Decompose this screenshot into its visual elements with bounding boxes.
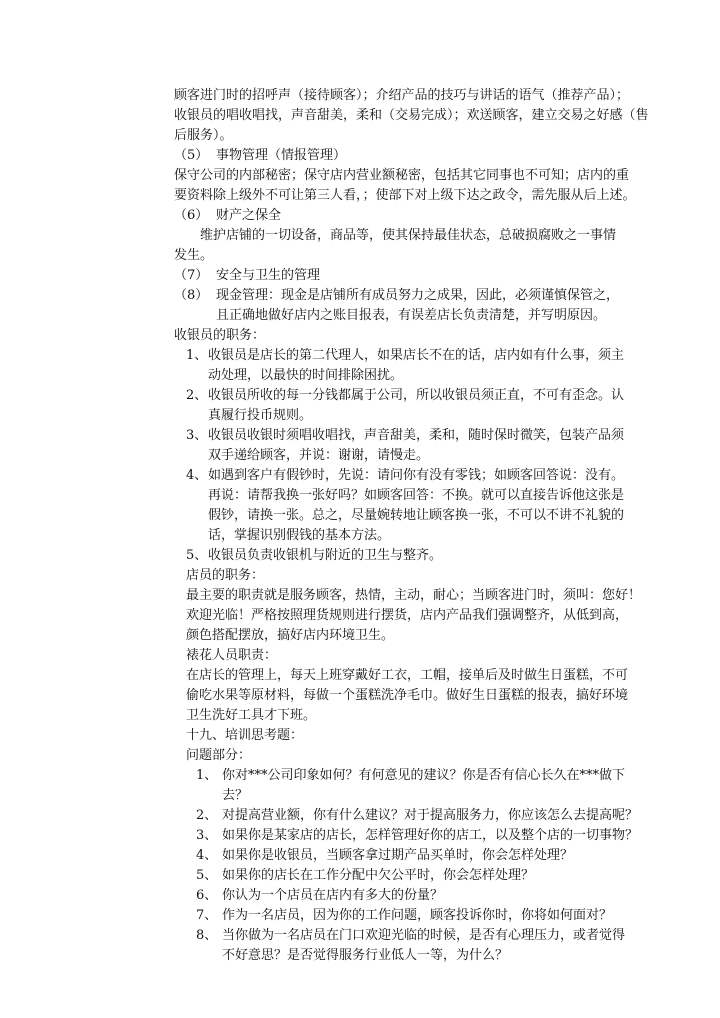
item-title: 财产之保全 [216,208,282,223]
item-text: 你认为一个店员在店内有多大的份量？ [222,888,444,903]
body-line: 在店长的管理上，每天上班穿戴好工衣，工帽，接单后及时做生日蛋糕，不可 [186,668,629,683]
list-item [186,428,624,444]
item-number: 5、 [186,548,208,563]
section-item-7 [174,268,320,284]
item-title: 安全与卫生的管理 [216,268,321,283]
section-heading: 店员的职务： [186,568,265,583]
item-number: 5、 [196,868,218,883]
item-text: 如果你是收银员，当顾客拿过期产品买单时，你会怎样处理？ [222,848,574,863]
body-line: 卫生洗好工具才下班。 [186,708,317,723]
item-text: 收银员是店长的第二代理人，如果店长不在的话，店内如有什么事，须主 [208,348,625,363]
list-item [186,548,442,564]
item-title: 现金管理：现金是店铺所有成员努力之成果，因此，必须谨慎保管之， [216,288,620,303]
list-item [186,388,624,404]
item-number: 3、 [186,428,208,443]
item-text: 真履行投币规则。 [208,408,313,423]
item-number: 7、 [196,908,218,923]
section-heading: 收银员的职务： [174,328,266,343]
question-item [196,808,638,824]
body-line: 要资料除上级外不可让第三人看，；使部下对上级下达之政令，需先服从后上述。 [174,188,636,203]
item-number: 8、 [196,928,218,943]
item-text: 作为一名店员，因为你的工作问题，顾客投诉你时，你将如何面对？ [222,908,613,923]
item-number: 1、 [186,348,208,363]
item-text: 不好意思？是否觉得服务行业低人一等，为什么？ [222,948,509,963]
body-line: 最主要的职责就是服务顾客，热情，主动，耐心；当顾客进门时，须叫：您好！ [186,588,642,603]
section-item-8 [174,288,619,304]
item-number: （6） [174,208,209,223]
item-number: 2、 [186,388,208,403]
item-number: （8） [174,288,209,303]
item-text: 去？ [222,788,249,803]
section-item-6 [174,208,281,224]
item-title: 事物管理（情报管理） [216,148,347,163]
item-text: 如遇到客户有假钞时，先说：请问你有没有零钱；如顾客回答说：没有。 [208,468,625,483]
question-item [196,868,534,884]
body-line: 发生。 [174,248,214,263]
intro-line: 顾客进门时的招呼声（接待顾客）；介绍产品的技巧与讲话的语气（推荐产品）； [174,88,630,103]
item-number: 4、 [196,848,218,863]
item-text: 双手递给顾客，并说：谢谢，请慢走。 [208,448,430,463]
item-text: 你对***公司印象如何？有何意见的建议？你是否有信心长久在***做下 [222,768,626,783]
body-line: 且正确地做好店内之账目报表，有误差店长负责清楚，并写明原因。 [216,308,607,323]
question-item [196,908,612,924]
question-item [196,828,638,844]
item-number: （5） [174,148,209,163]
section-heading: 十九、培训思考题： [186,728,304,743]
section-heading: 裱花人员职责： [186,648,278,663]
item-text: 收银员负责收银机与附近的卫生与整齐。 [208,548,443,563]
item-text: 假钞，请换一张。总之，尽量婉转地让顾客换一张，不可以不讲不礼貌的 [208,508,625,523]
item-number: 1、 [196,768,218,783]
item-text: 收银员所收的每一分钱都属于公司，所以收银员须正直，不可有歪念。认 [208,388,625,403]
body-line: 颜色搭配摆放，搞好店内环境卫生。 [186,628,395,643]
question-item [196,848,573,864]
body-line: 欢迎光临！严格按照理货规则进行摆货，店内产品我们强调整齐，从低到高， [186,608,629,623]
item-number: 6、 [196,888,218,903]
intro-line: 后服务）。 [174,128,233,143]
question-item [196,768,625,784]
section-heading: 问题部分： [186,748,252,763]
body-line: 偷吃水果等原材料，每做一个蛋糕洗净毛巾。做好生日蛋糕的报表，搞好环境 [186,688,629,703]
section-item-5 [174,148,346,164]
item-text: 再说：请帮我换一张好吗？如顾客回答：不换。就可以直接告诉他这张是 [208,488,625,503]
item-text: 话，掌握识别假钱的基本方法。 [208,528,391,543]
list-item [186,348,624,364]
item-text: 如果你的店长在工作分配中欠公平时，你会怎样处理？ [222,868,535,883]
question-item [196,928,625,944]
body-line: 保守公司的内部秘密；保守店内营业额秘密，包括其它同事也不可知；店内的重 [174,168,630,183]
item-number: 4、 [186,468,208,483]
item-text: 动处理，以最快的时间排除困扰。 [208,368,404,383]
item-number: （7） [174,268,209,283]
body-line: 维护店铺的一切设备，商品等，使其保持最佳状态，总破损腐败之一事情 [200,228,617,243]
item-text: 当你做为一名店员在门口欢迎光临的时候，是否有心理压力，或者觉得 [222,928,626,943]
list-item [186,468,624,484]
item-text: 对提高营业额，你有什么建议？对于提高服务力，你应该怎么去提高呢？ [222,808,639,823]
item-text: 如果你是某家店的店长，怎样管理好你的店工，以及整个店的一切事物？ [222,828,639,843]
item-number: 2、 [196,808,218,823]
item-number: 3、 [196,828,218,843]
intro-line: 收银员的唱收唱找，声音甜美，柔和（交易完成）；欢送顾客，建立交易之好感（售 [174,108,649,123]
question-item [196,888,443,904]
item-text: 收银员收银时须唱收唱找，声音甜美，柔和，随时保时微笑，包装产品须 [208,428,625,443]
